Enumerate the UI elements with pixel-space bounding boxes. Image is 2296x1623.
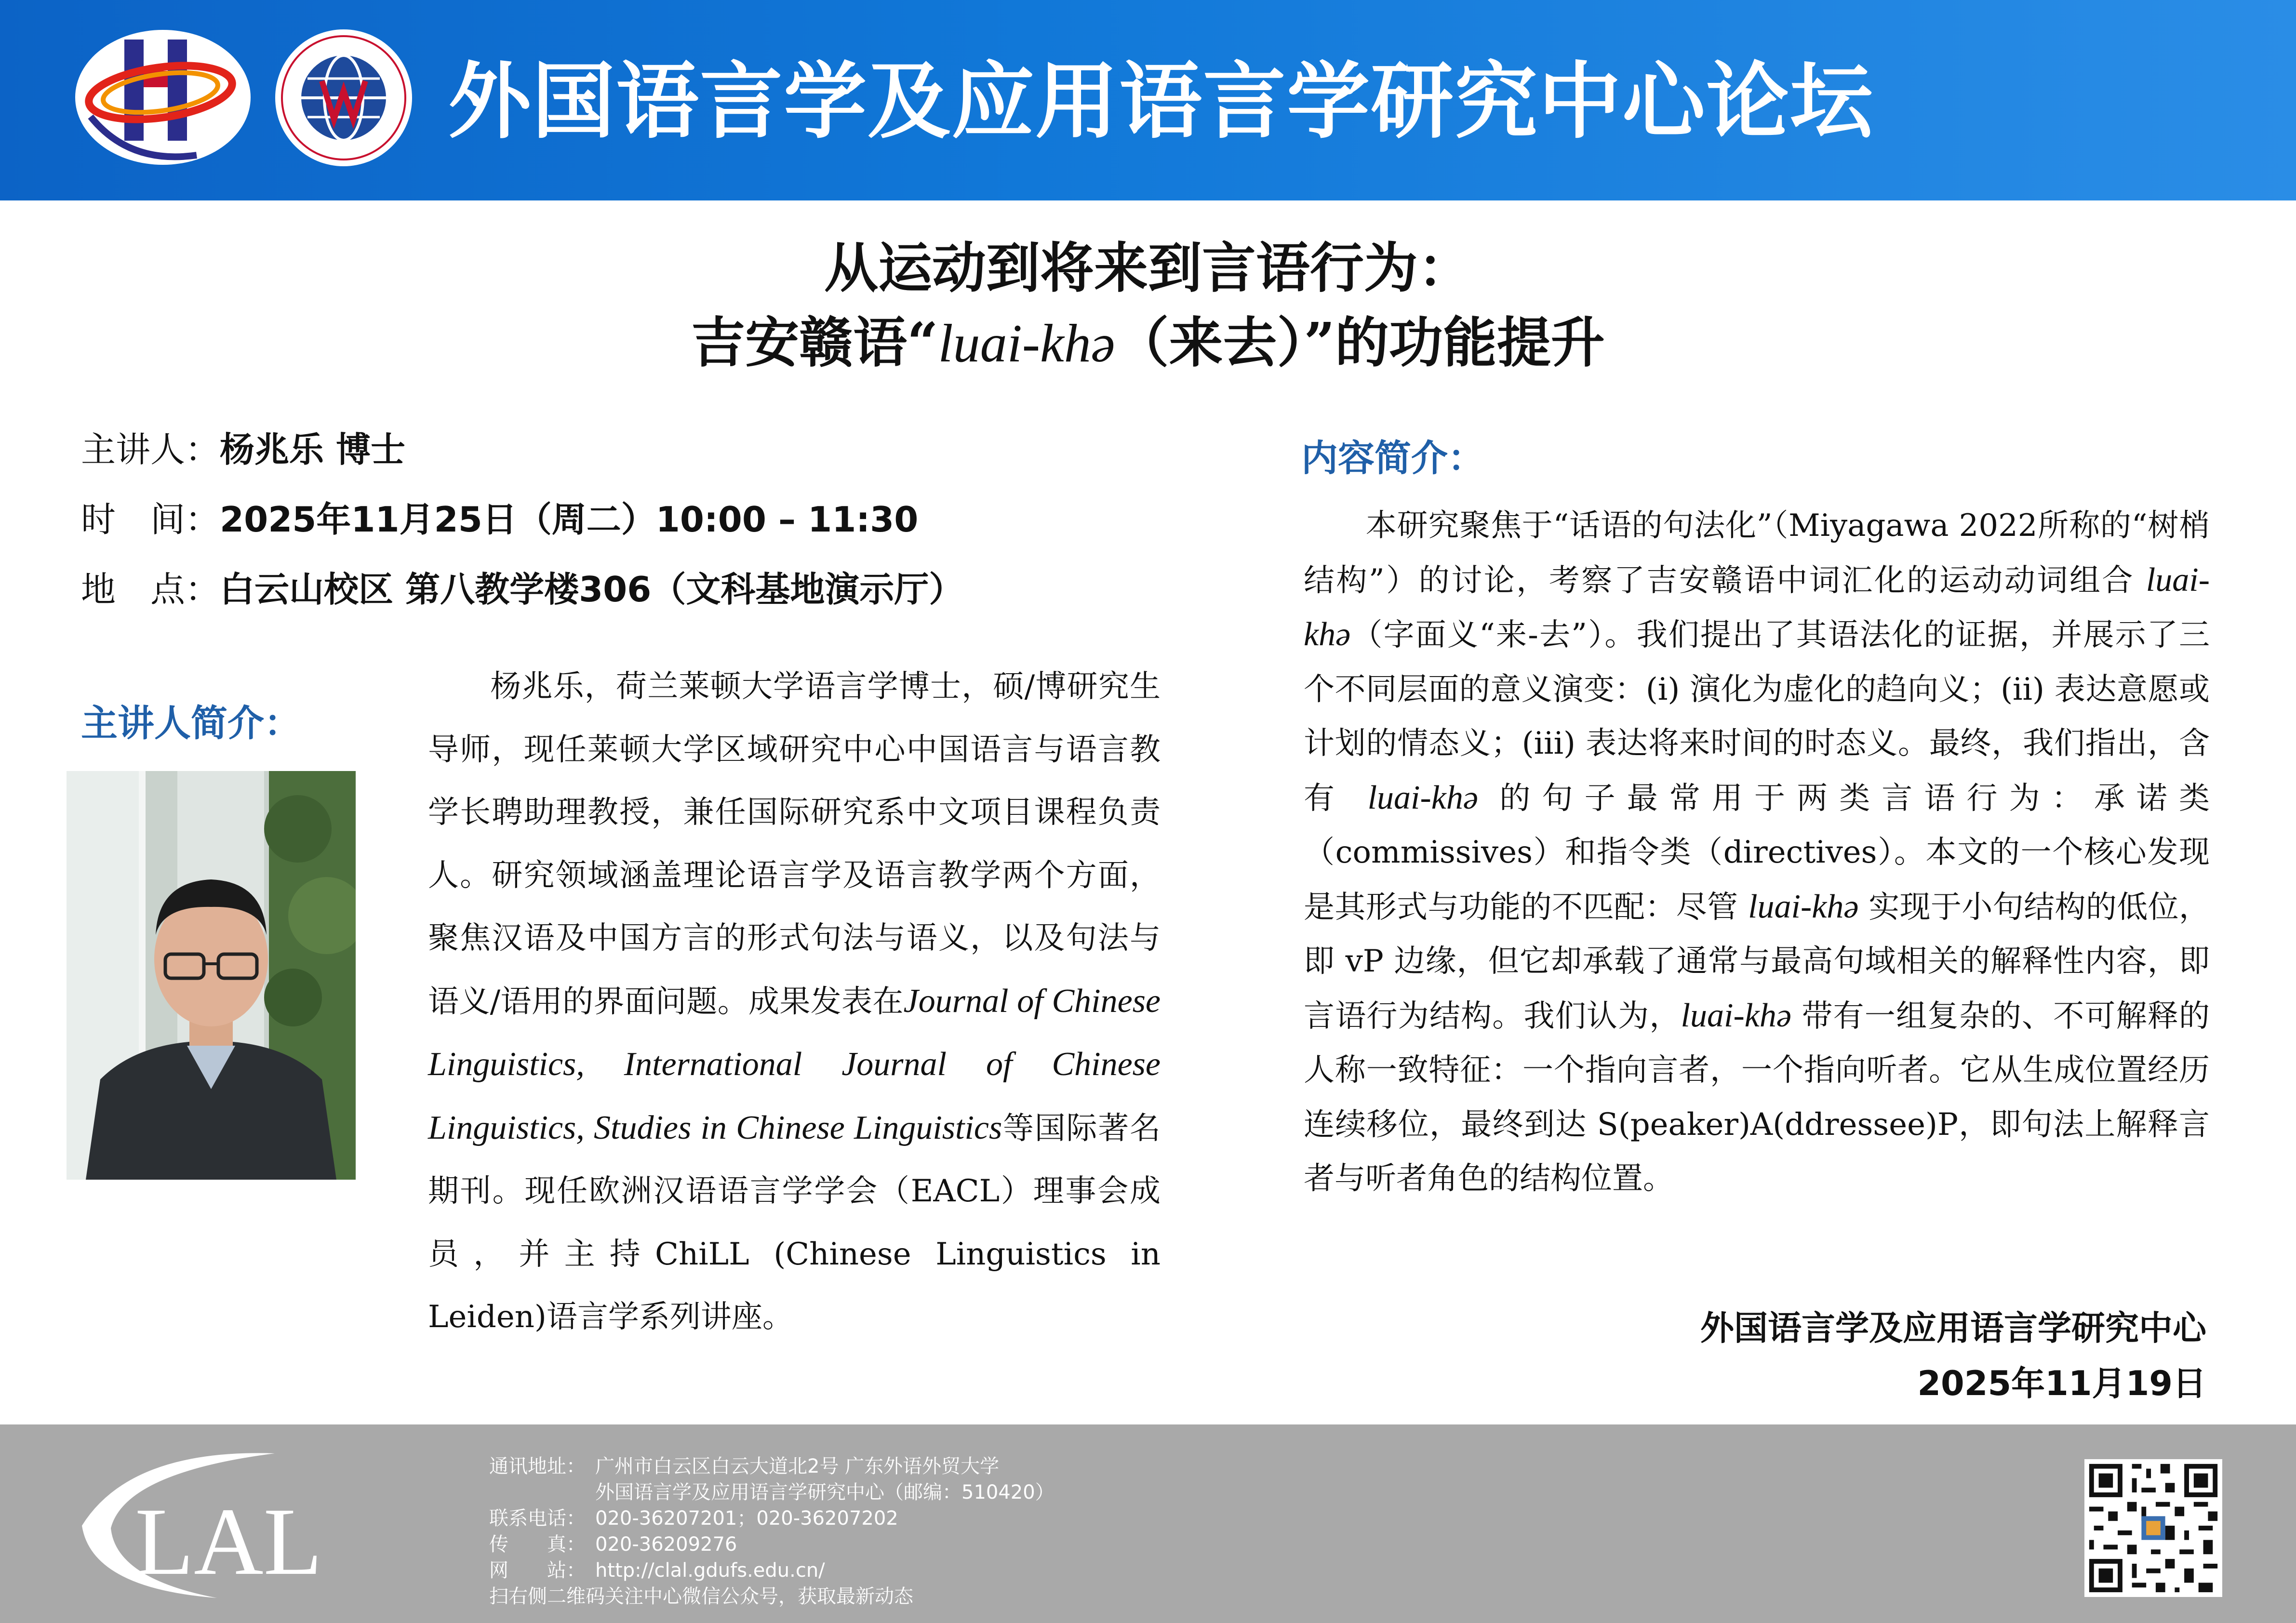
phone-number: 020-36207201；020-36207202: [595, 1507, 898, 1530]
speaker-value: 杨兆乐 博士: [220, 429, 406, 470]
place-row: [81, 569, 963, 610]
speaker-row: [81, 429, 405, 470]
footer: [0, 1424, 2296, 1623]
place-label: 地 点：: [81, 569, 220, 610]
speaker-bio-text: 杨兆乐，荷兰莱顿大学语言学博士，硕/博研究生导师，现任莱顿大学区域研究中心中国语言与语言教学长聘助理教授，兼任国际研究系中文项目课程负责人。研究领域涵盖理论语言学及语言教学两个方面，聚焦汉语及中国方言的形式句法与语义，以及句法与语义/语用的界面问题。成果发表在Journal of Chinese Linguistics, International Journal of Chinese Linguistics, Studies in Chinese Linguistics等国际著名期刊。现任欧洲汉语语言学学会（EACL）理事会成员，并主持ChiLL (Chinese Linguistics in Leiden)语言学系列讲座。: [428, 669, 1161, 1335]
clal-logo: [72, 1444, 342, 1608]
journal-list: Journal of Chinese Linguistics, International Journal of Chinese Linguistics, Studies in Chinese Linguistics: [428, 982, 1161, 1146]
address-line2: 外国语言学及应用语言学研究中心（邮编：510420）: [595, 1481, 1055, 1503]
time-row: [81, 499, 918, 540]
forum-title: 外国语言学及应用语言学研究中心论坛: [448, 53, 1874, 150]
place-value: 白云山校区 第八教学楼306（文科基地演示厅）: [220, 569, 964, 610]
speaker-bio-heading: 主讲人简介：: [81, 702, 301, 745]
wechat-qr-code: [2084, 1459, 2222, 1597]
institute-logo: [71, 25, 254, 170]
time-label: 时 间：: [81, 499, 220, 540]
talk-title-line1: 从运动到将来到言语行为：: [824, 237, 1472, 300]
header-banner: [0, 0, 2296, 200]
qr-note: 扫右侧二维码关注中心微信公众号，获取最新动态: [489, 1585, 913, 1608]
fax-number: 020-36209276: [595, 1533, 737, 1556]
contact-info: 通讯地址： 广州市白云区白云大道北2号 广东外语外贸大学 外国语言学及应用语言学研究中心（邮编：510420） 联系电话： 020-36207201；020-36207202 传 真： 020-36209276 网 站： http://clal.gdufs.edu.cn/ 扫右侧二维码关注中心微信公众号，获取最新动态: [489, 1453, 1055, 1610]
speaker-photo: [67, 771, 356, 1180]
signature-org: 外国语言学及应用语言学研究中心: [1700, 1308, 2206, 1348]
time-value: 2025年11月25日（周二）10:00 – 11:30: [220, 499, 919, 540]
abstract-text: 本研究聚焦于“话语的句法化”（Miyagawa 2022所称的“树梢结构”）的讨论，考察了吉安赣语中词汇化的运动动词组合 luai-khə（字面义“来-去”）。我们提出了其语法化的证据，并展示了三个不同层面的意义演变：(i) 演化为虚化的趋向义；(ii) 表达意愿或计划的情态义；(iii) 表达将来时间的时态义。最终，我们指出，含有 luai-khə 的句子最常用于两类言语行为：承诺类（commissives）和指令类（directives）。本文的一个核心发现是其形式与功能的不匹配：尽管 luai-khə 实现于小句结构的低位，即 vP 边缘，但它却承载了通常与最高句域相关的解释性内容，即言语行为结构。我们认为，luai-khə 带有一组复杂的、不可解释的人称一致特征：一个指向言者，一个指向听者。它从生成位置经历连续移位，最终到达 S(peaker)A(ddressee)P，即句法上解释言者与听者角色的结构位置。: [1304, 508, 2210, 1197]
signature-date: 2025年11月19日: [1917, 1364, 2206, 1403]
speaker-label: 主讲人：: [81, 429, 220, 470]
abstract-heading: 内容简介：: [1301, 437, 1484, 479]
address-line1: 广州市白云区白云大道北2号 广东外语外贸大学: [595, 1455, 1000, 1477]
university-logo: [274, 28, 414, 168]
clal-logo-text: LAL: [135, 1489, 322, 1595]
term-luai-kha: luai-khə: [938, 314, 1115, 373]
website-link[interactable]: http://clal.gdufs.edu.cn/: [595, 1559, 825, 1582]
talk-title-line2: 吉安赣语“luai-khə（来去）”的功能提升: [691, 311, 1605, 374]
